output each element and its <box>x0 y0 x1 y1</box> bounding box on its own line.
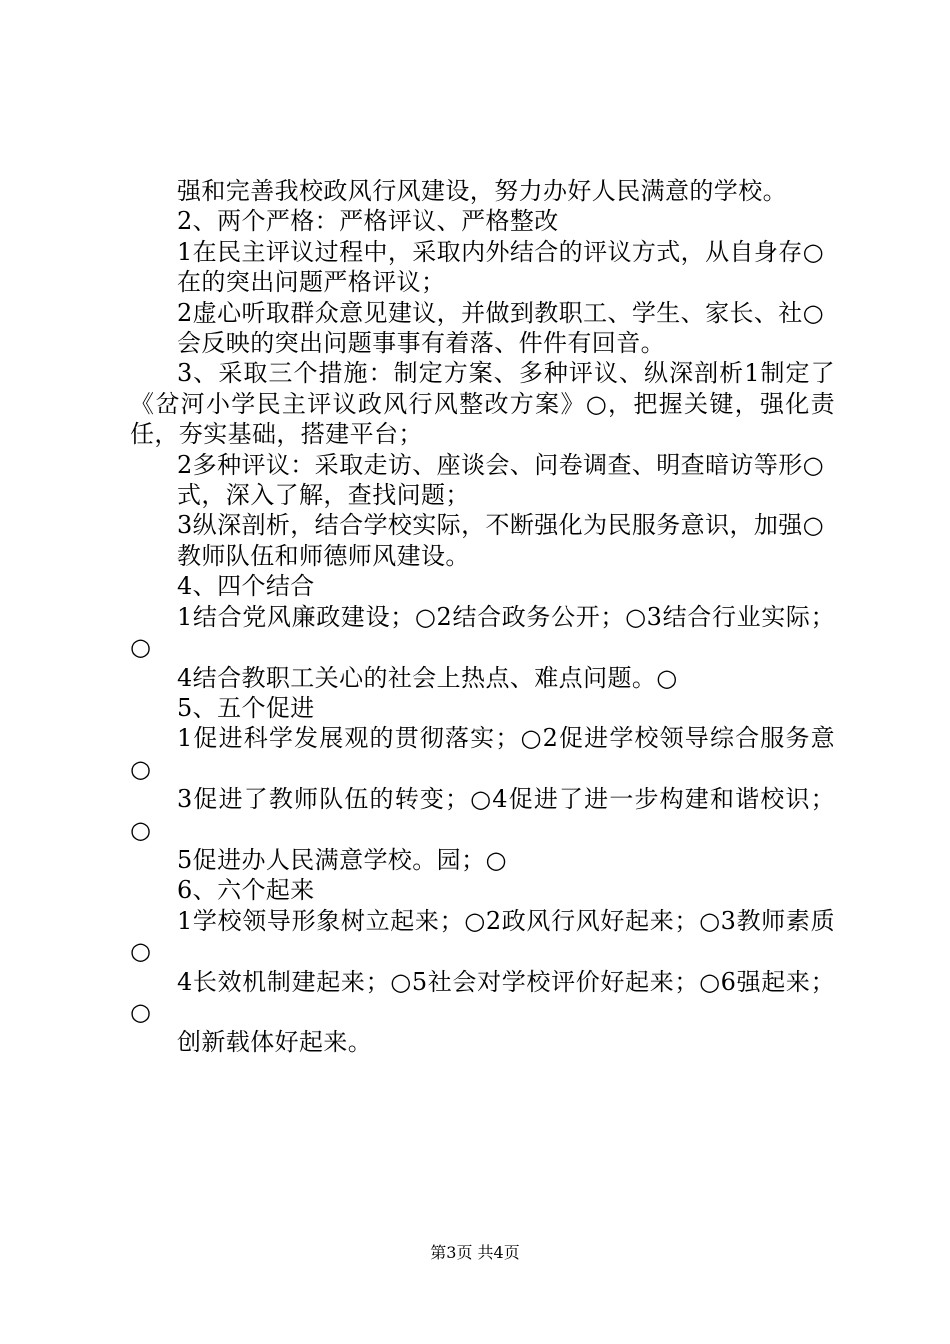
paragraph: 会反映的突出问题事事有着落、件件有回音。 <box>177 329 665 358</box>
paragraph: 教师队伍和师德师风建设。 <box>177 541 470 570</box>
paragraph: 式，深入了解，查找问题； <box>177 481 470 510</box>
paragraph: 4结合教职工关心的社会上热点、难点问题。○ <box>177 663 678 692</box>
page-number: 第3页 共4页 <box>430 1243 520 1262</box>
paragraph: 5、五个促进 <box>177 693 315 722</box>
paragraph: 6、六个起来 <box>177 876 315 905</box>
paragraph: 1结合党风廉政建设；○2结合政务公开；○3结合行业实际；○ <box>130 602 835 662</box>
paragraph: 在的突出问题严格评议； <box>177 268 446 297</box>
paragraph: 4、四个结合 <box>177 572 315 601</box>
paragraph: 5促进办人民满意学校。园；○ <box>177 845 507 874</box>
paragraph: 创新载体好起来。 <box>177 1028 373 1057</box>
document-body <box>130 176 835 1058</box>
page-footer <box>0 1243 950 1263</box>
paragraph: 强和完善我校政风行风建设，努力办好人民满意的学校。 <box>177 177 787 205</box>
paragraph: 3、采取三个措施：制定方案、多种评议、纵深剖析1制定了《岔河小学民主评议政风行风整改方案》○，把握关键，强化责任，夯实基础，搭建平台； <box>130 359 835 449</box>
paragraph: 1促进科学发展观的贯彻落实；○2促进学校领导综合服务意○ <box>130 724 835 783</box>
paragraph: 4长效机制建起来；○5社会对学校评价好起来；○6强起来；○ <box>130 967 835 1026</box>
paragraph: 2多种评议：采取走访、座谈会、问卷调查、明查暗访等形○ <box>177 450 825 479</box>
paragraph: 2、两个严格：严格评议、严格整改 <box>177 207 559 236</box>
paragraph: 1在民主评议过程中，采取内外结合的评议方式，从自身存○ <box>177 237 825 266</box>
paragraph: 1学校领导形象树立起来；○2政风行风好起来；○3教师素质○ <box>130 906 835 966</box>
paragraph: 2虚心听取群众意见建议，并做到教职工、学生、家长、社○ <box>177 298 825 327</box>
paragraph: 3促进了教师队伍的转变；○4促进了进一步构建和谐校识；○ <box>130 785 835 844</box>
paragraph: 3纵深剖析，结合学校实际，不断强化为民服务意识，加强○ <box>177 511 825 540</box>
